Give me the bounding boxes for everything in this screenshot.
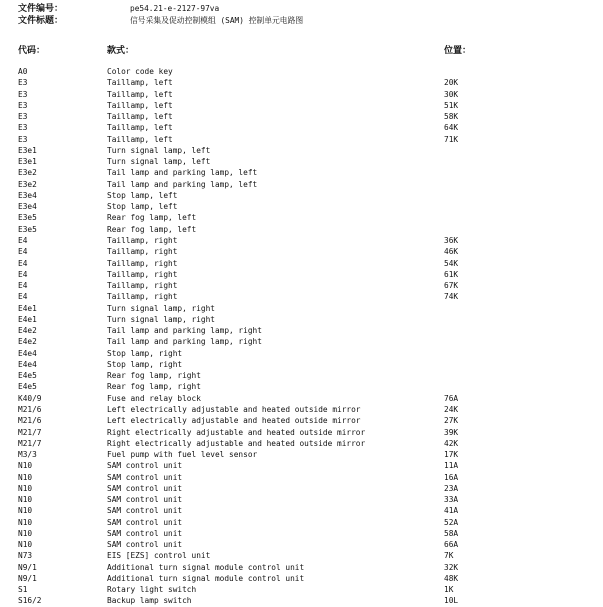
component-name: Stop lamp, right — [107, 348, 183, 358]
component-name: SAM control unit — [107, 506, 183, 516]
component-position: 23A — [444, 483, 459, 493]
list-item — [18, 77, 598, 88]
component-code: E4 — [18, 235, 28, 245]
component-position: 41A — [444, 506, 459, 516]
component-name: Stop lamp, left — [107, 202, 178, 212]
component-code: E4e1 — [18, 303, 37, 313]
component-name: Rear fog lamp, left — [107, 224, 197, 234]
component-position: 64K — [444, 123, 459, 133]
column-header-name: 款式： — [107, 46, 135, 56]
component-name: Taillamp, left — [107, 134, 173, 144]
list-item — [18, 314, 598, 325]
component-name: Stop lamp, right — [107, 359, 183, 369]
component-name: Additional turn signal module control unit — [107, 573, 305, 583]
component-name: SAM control unit — [107, 528, 183, 538]
component-name: Rotary light switch — [107, 585, 197, 595]
component-position: 39K — [444, 427, 459, 437]
component-position: 24K — [444, 404, 459, 414]
component-code: K40/9 — [18, 393, 42, 403]
component-position: 46K — [444, 247, 459, 257]
component-code: E3e2 — [18, 168, 37, 178]
list-item — [18, 460, 598, 471]
component-position: 20K — [444, 78, 459, 88]
component-position: 33A — [444, 495, 459, 505]
component-code: E3 — [18, 78, 28, 88]
component-position: 42K — [444, 438, 459, 448]
component-code: E3 — [18, 89, 28, 99]
component-name: Turn signal lamp, left — [107, 145, 211, 155]
component-name: Left electrically adjustable and heated outside mirror — [107, 416, 361, 426]
list-item — [18, 190, 598, 201]
component-name: SAM control unit — [107, 540, 183, 550]
list-item — [18, 427, 598, 438]
file-number-row — [18, 3, 303, 15]
list-item — [18, 359, 598, 370]
component-name: Rear fog lamp, left — [107, 213, 197, 223]
component-name: SAM control unit — [107, 495, 183, 505]
list-item — [18, 246, 598, 257]
list-item — [18, 584, 598, 595]
component-position: 58A — [444, 528, 459, 538]
list-item — [18, 280, 598, 291]
list-item — [18, 269, 598, 280]
component-code: N10 — [18, 472, 33, 482]
list-item — [18, 134, 598, 145]
component-code: M21/6 — [18, 416, 42, 426]
component-position: 17K — [444, 450, 459, 460]
component-code: E4e5 — [18, 371, 37, 381]
component-name: Backup lamp switch — [107, 596, 192, 606]
list-item — [18, 472, 598, 483]
component-name: Fuse and relay block — [107, 393, 201, 403]
component-code: E4e5 — [18, 382, 37, 392]
list-item — [18, 381, 598, 392]
component-code: E4e4 — [18, 359, 37, 369]
list-item — [18, 167, 598, 178]
component-code: E4 — [18, 292, 28, 302]
list-item — [18, 212, 598, 223]
component-position: 74K — [444, 292, 459, 302]
component-code: N10 — [18, 506, 33, 516]
file-title-row — [18, 15, 303, 27]
component-code: E3e1 — [18, 157, 37, 167]
component-position: 52A — [444, 517, 459, 527]
component-name: Tail lamp and parking lamp, left — [107, 179, 258, 189]
component-name: Right electrically adjustable and heated outside mirror — [107, 438, 366, 448]
file-title-label: 文件标题： — [18, 16, 64, 26]
list-item — [18, 348, 598, 359]
component-name: EIS [EZS] control unit — [107, 551, 211, 561]
component-code: E3e5 — [18, 224, 37, 234]
list-item — [18, 449, 598, 460]
component-position: 7K — [444, 551, 454, 561]
component-code: E3e2 — [18, 179, 37, 189]
component-code: N9/1 — [18, 562, 37, 572]
component-code: E3 — [18, 112, 28, 122]
list-item — [18, 370, 598, 381]
list-item — [18, 595, 598, 606]
component-code: M21/7 — [18, 438, 42, 448]
list-item — [18, 404, 598, 415]
component-code: E3e1 — [18, 145, 37, 155]
component-code: E3 — [18, 100, 28, 110]
component-position: 71K — [444, 134, 459, 144]
component-code: S1 — [18, 585, 28, 595]
component-name: Turn signal lamp, left — [107, 157, 211, 167]
component-name: Taillamp, right — [107, 235, 178, 245]
list-item — [18, 505, 598, 516]
component-position: 32K — [444, 562, 459, 572]
component-code: E3 — [18, 134, 28, 144]
component-position: 76A — [444, 393, 459, 403]
component-code: N10 — [18, 495, 33, 505]
list-item — [18, 122, 598, 133]
list-item — [18, 100, 598, 111]
component-name: Taillamp, right — [107, 258, 178, 268]
list-item — [18, 66, 598, 77]
file-title-value: 信号采集及促动控制模组 (SAM) 控制单元电路图 — [130, 16, 304, 25]
list-item — [18, 438, 598, 449]
list-item — [18, 291, 598, 302]
component-code: E4 — [18, 281, 28, 291]
component-code: E4e1 — [18, 314, 37, 324]
component-name: Turn signal lamp, right — [107, 314, 215, 324]
list-item — [18, 539, 598, 550]
component-position: 27K — [444, 416, 459, 426]
document-header — [18, 3, 303, 27]
component-code: A0 — [18, 67, 28, 76]
list-item — [18, 415, 598, 426]
list-item — [18, 494, 598, 505]
component-code: M21/6 — [18, 404, 42, 414]
component-position: 54K — [444, 258, 459, 268]
component-code: N73 — [18, 551, 33, 561]
column-header-code: 代码： — [18, 46, 46, 56]
component-code: N10 — [18, 517, 33, 527]
component-code: N9/1 — [18, 573, 37, 583]
component-code: N10 — [18, 540, 33, 550]
component-code: S16/2 — [18, 596, 42, 606]
component-name: Left electrically adjustable and heated outside mirror — [107, 404, 361, 414]
list-item — [18, 562, 598, 573]
list-item — [18, 550, 598, 561]
list-item — [18, 89, 598, 100]
list-item — [18, 224, 598, 235]
component-position: 61K — [444, 269, 459, 279]
file-number-label: 文件编号： — [18, 4, 64, 14]
list-item — [18, 201, 598, 212]
component-name: Taillamp, left — [107, 100, 173, 110]
component-position: 51K — [444, 100, 459, 110]
component-code: E4 — [18, 269, 28, 279]
component-code: E3 — [18, 123, 28, 133]
component-name: Tail lamp and parking lamp, right — [107, 337, 262, 347]
list-item — [18, 325, 598, 336]
component-position: 1K — [444, 585, 454, 595]
component-name: Additional turn signal module control unit — [107, 562, 305, 572]
component-code: E3e5 — [18, 213, 37, 223]
component-code: E4 — [18, 258, 28, 268]
component-code: E4e2 — [18, 326, 37, 336]
component-code: N10 — [18, 528, 33, 538]
component-name: Rear fog lamp, right — [107, 371, 201, 381]
component-code: N10 — [18, 483, 33, 493]
component-code: E3e4 — [18, 190, 37, 200]
component-position: 36K — [444, 235, 459, 245]
component-name: Rear fog lamp, right — [107, 382, 201, 392]
list-item — [18, 258, 598, 269]
component-code: E4e4 — [18, 348, 37, 358]
component-name: Tail lamp and parking lamp, right — [107, 326, 262, 336]
component-position: 66A — [444, 540, 459, 550]
component-name: Color code key — [107, 67, 173, 76]
component-code: E4 — [18, 247, 28, 257]
list-item — [18, 111, 598, 122]
component-name: SAM control unit — [107, 483, 183, 493]
component-name: Taillamp, right — [107, 292, 178, 302]
component-name: Fuel pump with fuel level sensor — [107, 450, 258, 460]
file-number-value: pe54.21-e-2127-97va — [130, 4, 220, 13]
component-code: E4e2 — [18, 337, 37, 347]
component-name: Stop lamp, left — [107, 190, 178, 200]
component-position: 58K — [444, 112, 459, 122]
component-name: Taillamp, left — [107, 89, 173, 99]
list-item — [18, 393, 598, 404]
component-position: 16A — [444, 472, 459, 482]
list-item — [18, 303, 598, 314]
component-name: SAM control unit — [107, 517, 183, 527]
component-code: N10 — [18, 461, 33, 471]
component-name: Turn signal lamp, right — [107, 303, 215, 313]
component-name: Taillamp, right — [107, 281, 178, 291]
component-position: 10L — [444, 596, 459, 606]
component-name: Taillamp, right — [107, 247, 178, 257]
component-name: Tail lamp and parking lamp, left — [107, 168, 258, 178]
list-item — [18, 573, 598, 584]
component-name: Taillamp, right — [107, 269, 178, 279]
list-item — [18, 528, 598, 539]
component-name: SAM control unit — [107, 472, 183, 482]
list-item — [18, 235, 598, 246]
component-name: Taillamp, left — [107, 112, 173, 122]
component-code: E3e4 — [18, 202, 37, 212]
column-headers — [18, 45, 598, 57]
list-item — [18, 145, 598, 156]
component-list — [18, 66, 598, 607]
component-position: 11A — [444, 461, 459, 471]
column-header-position: 位置： — [444, 46, 472, 56]
list-item — [18, 483, 598, 494]
component-position: 30K — [444, 89, 459, 99]
component-code: M3/3 — [18, 450, 37, 460]
component-position: 48K — [444, 573, 459, 583]
component-name: Taillamp, left — [107, 123, 173, 133]
list-item — [18, 156, 598, 167]
component-code: M21/7 — [18, 427, 42, 437]
list-item — [18, 517, 598, 528]
component-name: Taillamp, left — [107, 78, 173, 88]
list-item — [18, 179, 598, 190]
component-name: Right electrically adjustable and heated outside mirror — [107, 427, 366, 437]
component-position: 67K — [444, 281, 459, 291]
component-name: SAM control unit — [107, 461, 183, 471]
list-item — [18, 336, 598, 347]
